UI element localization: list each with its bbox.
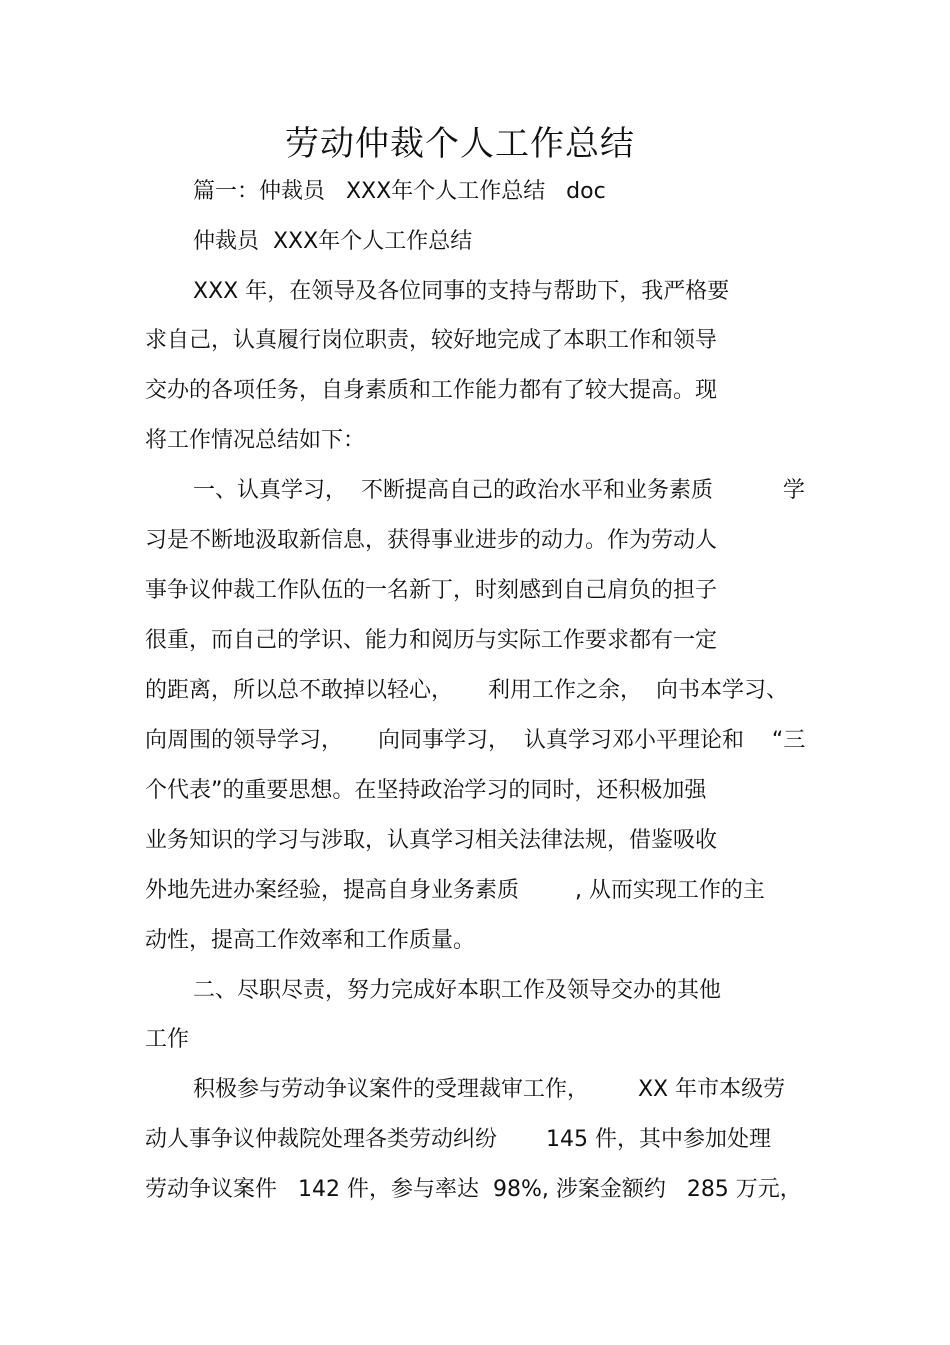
paragraph-line: 个代表”的重要思想。在坚持政治学习的同时，还积极加强 <box>145 778 707 803</box>
paragraph-line: 交办的各项任务，自身素质和工作能力都有了较大提高。现 <box>145 378 718 403</box>
paragraph-line: 事争议仲裁工作队伍的一名新丁，时刻感到自己肩负的担子 <box>145 578 718 603</box>
paragraph-line: 动性，提高工作效率和工作质量。 <box>145 928 476 953</box>
document-title: 劳动仲裁个人工作总结 <box>285 124 635 164</box>
paragraph-line: 动人事争议仲裁院处理各类劳动纠纷 145 件，其中参加处理 <box>145 1127 771 1152</box>
subtitle-line-2: 仲裁员 XXX年个人工作总结 <box>193 229 473 254</box>
section-heading-1: 一、认真学习， 不断提高自己的政治水平和业务素质 学 <box>193 478 805 503</box>
section-heading-2: 二、尽职尽责，努力完成好本职工作及领导交办的其他 <box>193 978 722 1003</box>
paragraph-line: 习是不断地汲取新信息，获得事业进步的动力。作为劳动人 <box>145 528 718 553</box>
paragraph-line: 将工作情况总结如下： <box>145 428 366 453</box>
paragraph-line: 向周围的领导学习， 向同事学习， 认真学习邓小平理论和 “三 <box>145 728 806 753</box>
paragraph-line: 求自己，认真履行岗位职责，较好地完成了本职工作和领导 <box>145 328 718 353</box>
paragraph-line: 很重，而自己的学识、能力和阅历与实际工作要求都有一定 <box>145 628 718 653</box>
paragraph-line: 的距离，所以总不敢掉以轻心， 利用工作之余， 向书本学习、 <box>145 678 788 703</box>
paragraph-line: 业务知识的学习与涉取，认真学习相关法律法规，借鉴吸收 <box>145 828 718 853</box>
paragraph-line: XXX 年，在领导及各位同事的支持与帮助下，我严格要 <box>193 279 730 304</box>
paragraph-line: 劳动争议案件 142 件，参与率达 98%, 涉案金额约 285 万元， <box>145 1177 802 1202</box>
subtitle-line-1: 篇一：仲裁员 XXX年个人工作总结 doc <box>193 179 606 204</box>
paragraph-line: 外地先进办案经验，提高自身业务素质 , 从而实现工作的主 <box>145 878 765 903</box>
paragraph-line: 积极参与劳动争议案件的受理裁审工作， XX 年市本级劳 <box>193 1077 786 1102</box>
paragraph-line: 工作 <box>145 1027 190 1052</box>
